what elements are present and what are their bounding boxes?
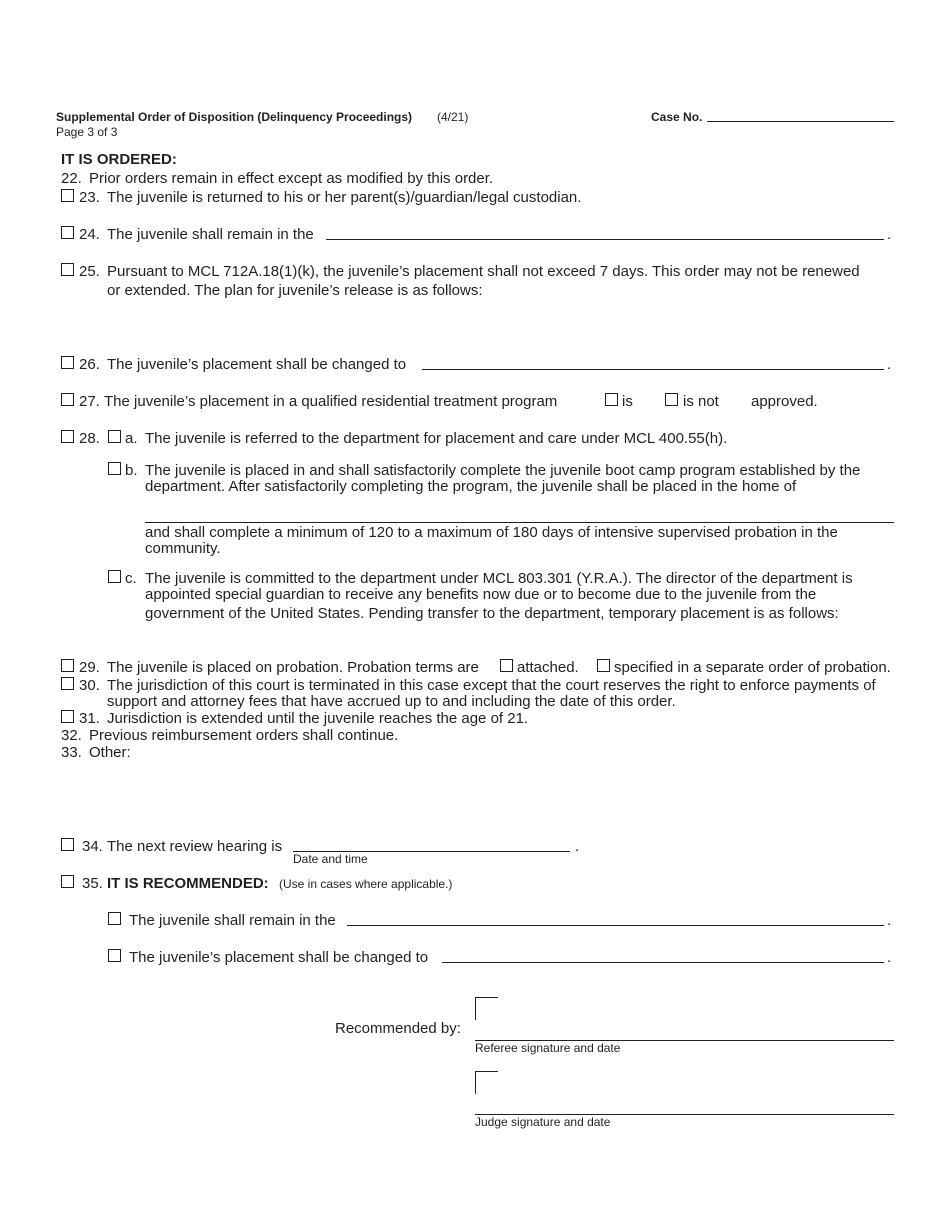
item-29-attached-checkbox[interactable] [500, 659, 513, 672]
item-27-suffix: approved. [751, 393, 818, 410]
item-24-period: . [887, 226, 892, 243]
item-33-text: Other: [89, 744, 131, 761]
item-23-text: The juvenile is returned to his or her parent(s)/guardian/legal custodian. [107, 189, 582, 206]
form-title: Supplemental Order of Disposition (Delinquency Proceedings) [56, 110, 413, 124]
item-27-is-checkbox[interactable] [605, 393, 618, 406]
recommend-remain-checkbox[interactable] [108, 912, 121, 925]
recommend-change-checkbox[interactable] [108, 949, 121, 962]
recommended-note: (Use in cases where applicable.) [279, 877, 453, 891]
item-27-number: 27. [79, 393, 100, 410]
case-no-label: Case No. [651, 110, 703, 124]
ordered-heading: IT IS ORDERED: [61, 151, 177, 168]
item-27-checkbox[interactable] [61, 393, 74, 406]
item-28b-home-field[interactable] [145, 522, 894, 523]
item-26-checkbox[interactable] [61, 356, 74, 369]
recommend-remain-period: . [887, 912, 892, 929]
item-24-text: The juvenile shall remain in the [107, 226, 314, 243]
item-28a-text: The juvenile is referred to the department for placement and care under MCL 400.55(h). [145, 430, 728, 447]
item-23-checkbox[interactable] [61, 189, 74, 202]
item-25-checkbox[interactable] [61, 263, 74, 276]
item-27-is-label: is [622, 393, 633, 410]
item-24-checkbox[interactable] [61, 226, 74, 239]
item-28b-line1: The juvenile is placed in and shall satisfactorily complete the juvenile boot camp program established by the [145, 462, 861, 479]
recommend-change-field[interactable] [442, 962, 884, 963]
item-28b-cont2: community. [145, 540, 221, 557]
item-28c-line2: appointed special guardian to receive any benefits now due or to become due to the juvenile from the [145, 586, 817, 603]
item-32-text: Previous reimbursement orders shall continue. [89, 727, 399, 744]
case-no-field[interactable] [707, 121, 894, 122]
item-25-line1: Pursuant to MCL 712A.18(1)(k), the juvenile’s placement shall not exceed 7 days. This order may not be renewed [107, 263, 860, 280]
item-30-line1: The jurisdiction of this court is terminated in this case except that the court reserves the right to enforce payments of [107, 677, 876, 694]
item-28b-cont1: and shall complete a minimum of 120 to a maximum of 180 days of intensive supervised probation in the [145, 524, 838, 541]
item-29-specified-label: specified in a separate order of probation. [614, 659, 891, 676]
item-35-checkbox[interactable] [61, 875, 74, 888]
form-version: (4/21) [437, 110, 469, 124]
item-23-number: 23. [79, 189, 100, 206]
item-32-number: 32. [61, 727, 82, 744]
referee-signature-corner [475, 997, 498, 1020]
item-28-checkbox[interactable] [61, 430, 74, 443]
referee-signature-caption: Referee signature and date [475, 1041, 621, 1055]
item-22-number: 22. [61, 170, 82, 187]
item-28c-checkbox[interactable] [108, 570, 121, 583]
item-31-number: 31. [79, 710, 100, 727]
item-35-number: 35. [82, 875, 103, 892]
item-28c-line3: government of the United States. Pending transfer to the department, temporary placement is as follows: [145, 605, 839, 622]
item-30-number: 30. [79, 677, 100, 694]
item-28c-letter: c. [125, 570, 137, 587]
recommend-remain-field[interactable] [347, 925, 884, 926]
item-34-number: 34. [82, 838, 103, 855]
item-28a-letter: a. [125, 430, 138, 447]
item-28b-checkbox[interactable] [108, 462, 121, 475]
item-34-text: The next review hearing is [107, 838, 283, 855]
item-34-checkbox[interactable] [61, 838, 74, 851]
item-29-checkbox[interactable] [61, 659, 74, 672]
recommend-change-period: . [887, 949, 892, 966]
recommended-heading: IT IS RECOMMENDED: [107, 875, 269, 892]
item-25-number: 25. [79, 263, 100, 280]
item-28c-line1: The juvenile is committed to the department under MCL 803.301 (Y.R.A.). The director of the department is [145, 570, 853, 587]
item-27-is-not-label: is not [683, 393, 719, 410]
item-30-checkbox[interactable] [61, 677, 74, 690]
item-33-number: 33. [61, 744, 82, 761]
page-number: Page 3 of 3 [56, 125, 118, 139]
item-26-number: 26. [79, 356, 100, 373]
item-27-is-not-checkbox[interactable] [665, 393, 678, 406]
recommend-remain-text: The juvenile shall remain in the [129, 912, 336, 929]
recommend-change-text: The juvenile’s placement shall be changed to [129, 949, 429, 966]
item-31-checkbox[interactable] [61, 710, 74, 723]
judge-signature-caption: Judge signature and date [475, 1115, 611, 1129]
review-hearing-caption: Date and time [293, 852, 368, 866]
item-24-placement-field[interactable] [326, 239, 884, 240]
item-28a-checkbox[interactable] [108, 430, 121, 443]
item-27-text: The juvenile’s placement in a qualified residential treatment program [104, 393, 558, 410]
item-30-line2: support and attorney fees that have accrued up to and including the date of this order. [107, 693, 676, 710]
item-28-number: 28. [79, 430, 100, 447]
item-26-period: . [887, 356, 892, 373]
item-29-attached-label: attached. [517, 659, 579, 676]
item-29-specified-checkbox[interactable] [597, 659, 610, 672]
judge-signature-corner [475, 1071, 498, 1094]
item-26-text: The juvenile’s placement shall be changed to [107, 356, 407, 373]
item-28b-letter: b. [125, 462, 138, 479]
item-34-period: . [575, 838, 580, 855]
item-25-line2: or extended. The plan for juvenile’s release is as follows: [107, 282, 483, 299]
item-28b-line2: department. After satisfactorily completing the program, the juvenile shall be placed in the home of [145, 478, 797, 495]
item-29-number: 29. [79, 659, 100, 676]
item-29-text: The juvenile is placed on probation. Probation terms are [107, 659, 479, 676]
recommended-by-label: Recommended by: [335, 1020, 461, 1037]
item-22-text: Prior orders remain in effect except as modified by this order. [89, 170, 494, 187]
item-24-number: 24. [79, 226, 100, 243]
item-31-text: Jurisdiction is extended until the juvenile reaches the age of 21. [107, 710, 529, 727]
item-26-placement-field[interactable] [422, 369, 884, 370]
